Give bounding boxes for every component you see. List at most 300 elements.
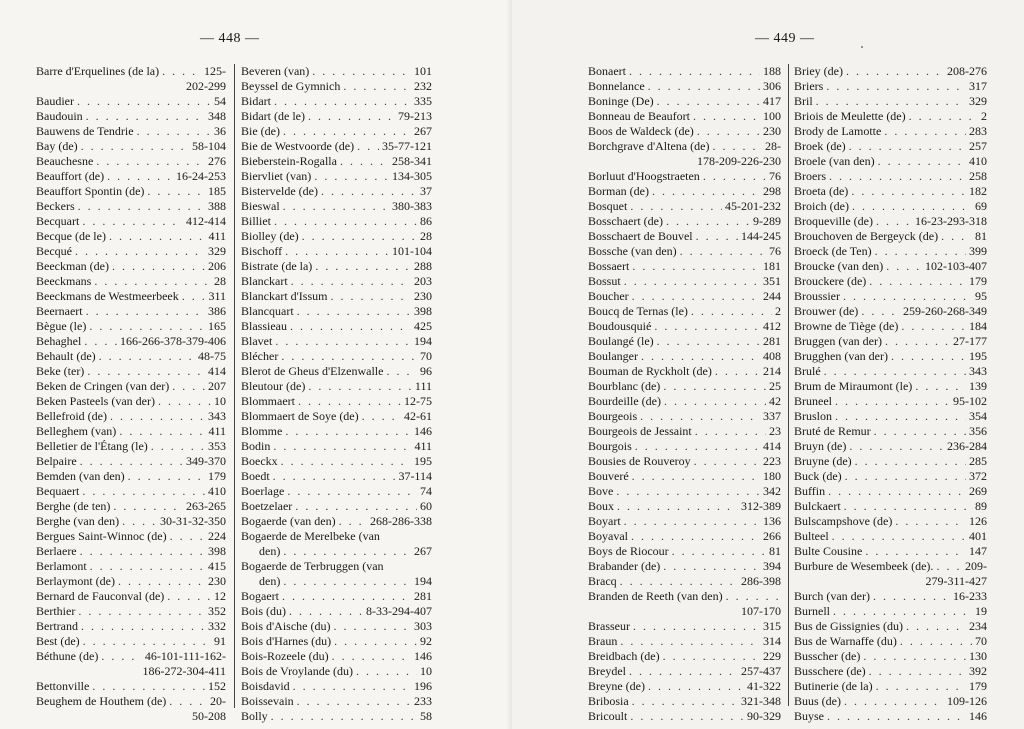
entry-line — [588, 634, 781, 649]
leader-dots — [891, 349, 966, 364]
entry-pages: 356 — [969, 424, 987, 438]
index-entry — [588, 94, 781, 109]
entry-line — [36, 229, 226, 244]
entry-line — [241, 214, 432, 229]
leader-dots — [315, 259, 411, 274]
entry-pages: 125- — [204, 64, 226, 78]
leader-dots — [167, 589, 211, 604]
entry-name: Berlaere — [36, 544, 77, 558]
entry-pages: 337 — [763, 409, 781, 423]
leader-dots — [631, 529, 760, 544]
entry-line — [36, 349, 226, 364]
entry-pages: 111 — [414, 379, 432, 393]
index-entry — [36, 454, 226, 469]
leader-dots — [726, 589, 778, 604]
entry-name: Bruté de Remur — [794, 424, 871, 438]
entry-name: Broqueville (de) — [794, 214, 873, 228]
leader-dots — [629, 64, 760, 79]
index-entry — [241, 184, 432, 199]
entry-pages: 233 — [414, 694, 432, 708]
entry-line — [241, 139, 432, 154]
entry-line — [588, 694, 781, 709]
entry-pages: 101-104 — [392, 244, 432, 258]
entry-line — [241, 124, 432, 139]
entry-name: Busscher (de) — [794, 649, 861, 663]
entry-line — [241, 694, 432, 709]
entry-line — [794, 79, 987, 94]
leader-dots — [340, 154, 389, 169]
entry-pages: 20- — [210, 694, 226, 708]
index-entry — [794, 109, 987, 124]
entry-name-continued: den) — [259, 544, 281, 558]
leader-dots — [826, 79, 966, 94]
leader-dots — [80, 454, 183, 469]
leader-dots — [147, 184, 205, 199]
entry-name: Behaghel — [36, 334, 82, 348]
leader-dots — [635, 439, 760, 454]
entry-line — [36, 559, 226, 574]
index-entry — [36, 319, 226, 334]
entry-line — [241, 619, 432, 634]
entry-name: Bosschaert (de) — [588, 214, 663, 228]
leader-dots — [835, 394, 950, 409]
entry-line — [588, 454, 781, 469]
entry-line — [36, 259, 226, 274]
entry-pages: 95-102 — [953, 394, 987, 408]
leader-dots — [901, 319, 966, 334]
entry-line — [794, 169, 987, 184]
entry-pages: 343 — [969, 364, 987, 378]
entry-line — [794, 214, 987, 229]
leader-dots — [78, 604, 205, 619]
index-entry — [36, 154, 226, 169]
entry-pages: 283 — [969, 124, 987, 138]
leader-dots — [283, 544, 411, 559]
entry-name: Boos de Waldeck (de) — [588, 124, 694, 138]
entry-name: Boys de Riocour — [588, 544, 669, 558]
index-entry — [36, 469, 226, 484]
entry-pages: 8-33-294-407 — [366, 604, 432, 618]
entry-line — [241, 484, 432, 499]
leader-dots — [386, 364, 417, 379]
entry-name: Biolley (de) — [241, 229, 299, 243]
leader-dots — [666, 214, 750, 229]
leader-dots — [663, 379, 766, 394]
entry-pages: 86 — [420, 214, 432, 228]
leader-dots — [652, 184, 760, 199]
entry-pages: 54 — [214, 94, 226, 108]
entry-name: Bove — [588, 484, 614, 498]
entry-line — [588, 364, 781, 379]
leader-dots — [672, 544, 766, 559]
index-entry — [36, 124, 226, 139]
entry-line — [794, 499, 987, 514]
entry-name: Borman (de) — [588, 184, 649, 198]
index-entry — [36, 214, 226, 229]
entry-pages: 102-103-407 — [925, 259, 987, 273]
leader-dots — [357, 139, 379, 154]
entry-line — [588, 379, 781, 394]
leader-dots — [293, 679, 411, 694]
entry-name: Bossut — [588, 274, 621, 288]
entry-pages: 101 — [414, 64, 432, 78]
index-entry — [794, 79, 987, 94]
entry-name: Boetzelaer — [241, 499, 293, 513]
index-entry — [588, 559, 781, 574]
leader-dots — [78, 199, 205, 214]
entry-line — [794, 679, 987, 694]
entry-line — [588, 484, 781, 499]
leader-dots — [119, 424, 205, 439]
leader-dots — [629, 664, 738, 679]
entry-name: Belleghem (van) — [36, 424, 117, 438]
leader-dots — [695, 424, 766, 439]
entry-name: Beeckman (de) — [36, 259, 109, 273]
entry-pages-continued: 279-311-427 — [925, 574, 987, 588]
entry-pages: 79-213 — [398, 109, 432, 123]
index-entry — [241, 514, 432, 529]
leader-dots — [314, 169, 389, 184]
entry-name: Beke (ter) — [36, 364, 85, 378]
entry-line — [794, 394, 987, 409]
index-entry — [588, 109, 781, 124]
entry-line — [241, 184, 432, 199]
entry-pages: 58-104 — [192, 139, 226, 153]
entry-line — [241, 679, 432, 694]
entry-pages: 276 — [208, 154, 226, 168]
leader-dots — [624, 514, 760, 529]
leader-dots — [162, 64, 201, 79]
entry-name: Boerlage — [241, 484, 285, 498]
index-entry — [794, 544, 987, 559]
leader-dots — [298, 394, 401, 409]
entry-name: Broich (de) — [794, 199, 849, 213]
entry-line — [36, 154, 226, 169]
leader-dots — [640, 409, 760, 424]
entry-pages-continued: 107-170 — [741, 604, 781, 618]
entry-line — [794, 664, 987, 679]
entry-line — [241, 469, 432, 484]
entry-name: Berthier — [36, 604, 76, 618]
entry-line — [794, 244, 987, 259]
entry-name: Beveren (van) — [241, 64, 310, 78]
entry-line — [794, 379, 987, 394]
leader-dots — [283, 199, 389, 214]
entry-pages: 45-201-232 — [725, 199, 781, 213]
entry-line — [36, 529, 226, 544]
entry-line — [241, 559, 432, 574]
entry-name: Bourgeois — [588, 409, 638, 423]
entry-name: Broele (van den) — [794, 154, 875, 168]
entry-pages: 398 — [208, 544, 226, 558]
entry-name: Beauffort Spontin (de) — [36, 184, 145, 198]
entry-pages: 35-77-121 — [382, 139, 432, 153]
entry-line — [36, 394, 226, 409]
index-entry — [241, 274, 432, 289]
entry-pages: 92 — [420, 634, 432, 648]
leader-dots — [624, 274, 760, 289]
entry-name: Beeckmans — [36, 274, 92, 288]
leader-dots — [169, 694, 207, 709]
index-entry — [794, 469, 987, 484]
leader-dots — [83, 634, 211, 649]
index-column-right-1 — [588, 64, 781, 724]
entry-line — [794, 634, 987, 649]
leader-dots — [827, 709, 966, 724]
entry-line — [794, 349, 987, 364]
entry-line — [588, 109, 781, 124]
entry-pages: 41-322 — [747, 679, 781, 693]
entry-line — [241, 529, 432, 544]
entry-name: Beauffort (de) — [36, 169, 105, 183]
index-entry — [241, 469, 432, 484]
entry-pages: 180 — [763, 469, 781, 483]
index-entry — [36, 184, 226, 199]
entry-pages: 408 — [763, 349, 781, 363]
index-entry — [588, 139, 781, 169]
entry-line — [36, 694, 226, 709]
entry-line — [241, 574, 432, 589]
index-entry — [588, 409, 781, 424]
entry-pages: 184 — [969, 319, 987, 333]
leader-dots — [632, 469, 760, 484]
entry-line — [36, 619, 226, 634]
entry-line — [794, 469, 987, 484]
index-entry — [36, 139, 226, 154]
entry-pages: 28 — [214, 274, 226, 288]
index-entry — [588, 634, 781, 649]
leader-dots — [828, 484, 966, 499]
entry-pages: 351 — [763, 274, 781, 288]
entry-name: Boissevain — [241, 694, 294, 708]
leader-dots — [616, 484, 760, 499]
entry-name: Broeck (de Ten) — [794, 244, 872, 258]
entry-line — [794, 94, 987, 109]
leader-dots — [86, 304, 205, 319]
entry-pages: 224 — [208, 529, 226, 543]
entry-pages: 410 — [208, 484, 226, 498]
entry-line — [588, 184, 781, 199]
entry-line — [794, 559, 987, 574]
leader-dots — [92, 679, 205, 694]
entry-name: Bousies de Rouveroy — [588, 454, 691, 468]
index-entry — [241, 304, 432, 319]
entry-line — [241, 499, 432, 514]
index-entry — [588, 334, 781, 349]
index-entry — [36, 364, 226, 379]
leader-dots — [657, 94, 760, 109]
entry-pages: 69 — [975, 199, 987, 213]
entry-name: Boedt — [241, 469, 270, 483]
entry-pages: 306 — [763, 79, 781, 93]
entry-line — [588, 709, 781, 724]
entry-line — [36, 379, 226, 394]
entry-line — [36, 649, 226, 664]
entry-line — [794, 259, 987, 274]
entry-name: Browne de Tiège (de) — [794, 319, 899, 333]
entry-line — [36, 109, 226, 124]
leader-dots — [835, 409, 966, 424]
leader-dots — [895, 514, 966, 529]
index-entry — [794, 514, 987, 529]
index-entry — [36, 244, 226, 259]
entry-pages: 312-389 — [741, 499, 781, 513]
index-entry — [588, 589, 781, 619]
entry-pages: 60 — [420, 499, 432, 513]
entry-pages-continued: 186-272-304-411 — [142, 664, 226, 678]
index-entry — [36, 484, 226, 499]
index-entry — [588, 379, 781, 394]
entry-line — [588, 649, 781, 664]
leader-dots — [90, 559, 205, 574]
entry-pages: 74 — [420, 484, 432, 498]
entry-name: Briers — [794, 79, 824, 93]
index-entry — [588, 214, 781, 229]
entry-line — [794, 109, 987, 124]
leader-dots — [632, 694, 738, 709]
entry-line — [36, 304, 226, 319]
leader-dots — [844, 499, 972, 514]
leader-dots — [900, 634, 972, 649]
entry-line — [588, 319, 781, 334]
entry-line — [794, 604, 987, 619]
entry-line — [36, 439, 226, 454]
entry-pages: 95 — [975, 289, 987, 303]
entry-line — [794, 619, 987, 634]
entry-line — [241, 79, 432, 94]
entry-pages: 399 — [969, 244, 987, 258]
entry-pages: 315 — [763, 619, 781, 633]
entry-name: Buyse — [794, 709, 824, 723]
index-entry — [36, 604, 226, 619]
index-entry — [36, 289, 226, 304]
entry-line — [36, 679, 226, 694]
entry-line — [588, 244, 781, 259]
entry-line — [241, 109, 432, 124]
entry-pages: 195 — [969, 349, 987, 363]
index-entry — [36, 679, 226, 694]
leader-dots — [128, 469, 205, 484]
entry-pages: 194 — [414, 574, 432, 588]
entry-name: Bracq — [588, 574, 617, 588]
leader-dots — [356, 664, 417, 679]
entry-pages: 179 — [208, 469, 226, 483]
index-entry — [241, 529, 432, 559]
leader-dots — [633, 619, 760, 634]
entry-line — [36, 94, 226, 109]
entry-name: Briois de Meulette (de) — [794, 109, 906, 123]
entry-pages: 268-286-338 — [370, 514, 432, 528]
entry-pages: 185 — [208, 184, 226, 198]
entry-line — [794, 484, 987, 499]
index-entry — [241, 109, 432, 124]
leader-dots — [75, 244, 205, 259]
entry-name: Bruyne (de) — [794, 454, 852, 468]
leader-dots — [941, 229, 972, 244]
entry-pages: 386 — [208, 304, 226, 318]
entry-name: Bulte Cousine — [794, 544, 863, 558]
entry-name: Broeta (de) — [794, 184, 849, 198]
leader-dots — [107, 169, 173, 184]
index-entry — [241, 169, 432, 184]
leader-dots — [869, 664, 966, 679]
entry-pages: 209- — [965, 559, 987, 573]
index-entry — [794, 319, 987, 334]
entry-name: Berlaymont (de) — [36, 574, 115, 588]
entry-name: Breydel — [588, 664, 626, 678]
entry-line — [794, 589, 987, 604]
leader-dots — [876, 679, 966, 694]
entry-pages: 329 — [969, 94, 987, 108]
entry-pages: 267 — [414, 124, 432, 138]
entry-pages: 394 — [763, 559, 781, 573]
entry-name: Brouckere (de) — [794, 274, 867, 288]
leader-dots — [289, 604, 363, 619]
entry-line — [588, 349, 781, 364]
index-entry — [241, 709, 432, 724]
entry-pages: 16-23-293-318 — [915, 214, 987, 228]
entry-pages: 263-265 — [186, 499, 226, 513]
entry-name: Bogaerde de Merelbeke (van — [241, 529, 380, 543]
entry-name: Béthune (de) — [36, 649, 99, 663]
entry-pages: 232 — [414, 79, 432, 93]
entry-pages: 134-305 — [392, 169, 432, 183]
column-divider — [234, 64, 235, 708]
page-number-448: — 448 — — [200, 31, 260, 46]
leader-dots — [84, 334, 117, 349]
leader-dots — [915, 379, 966, 394]
entry-line — [241, 229, 432, 244]
entry-name: Bois (du) — [241, 604, 286, 618]
entry-name: Breidbach (de) — [588, 649, 660, 663]
leader-dots — [886, 259, 922, 274]
index-entry — [241, 199, 432, 214]
leader-dots — [829, 169, 966, 184]
index-entry — [241, 334, 432, 349]
entry-name: Bie (de) — [241, 124, 280, 138]
entry-name: Blomme — [241, 424, 283, 438]
index-entry — [36, 439, 226, 454]
entry-name: Becque (de le) — [36, 229, 106, 243]
entry-pages: 412 — [763, 319, 781, 333]
speck — [861, 46, 863, 48]
entry-name: Boyaval — [588, 529, 628, 543]
entry-line — [36, 334, 226, 349]
index-entry — [241, 484, 432, 499]
leader-dots — [846, 64, 944, 79]
entry-line — [36, 574, 226, 589]
index-entry — [588, 469, 781, 484]
entry-name: Brody de Lamotte — [794, 124, 882, 138]
entry-line — [36, 514, 226, 529]
entry-line — [588, 619, 781, 634]
entry-pages: 42-61 — [404, 409, 432, 423]
entry-name: Bleutour (de) — [241, 379, 306, 393]
entry-line — [36, 364, 226, 379]
entry-name: Bogaert — [241, 589, 279, 603]
index-entry — [588, 124, 781, 139]
leader-dots — [832, 529, 966, 544]
index-entry — [794, 589, 987, 604]
index-entry — [36, 514, 226, 529]
leader-dots — [641, 349, 760, 364]
entry-pages: 152 — [208, 679, 226, 693]
entry-line — [241, 319, 432, 334]
index-entry — [36, 559, 226, 574]
entry-line — [794, 64, 987, 79]
leader-dots — [82, 484, 205, 499]
leader-dots — [275, 334, 411, 349]
